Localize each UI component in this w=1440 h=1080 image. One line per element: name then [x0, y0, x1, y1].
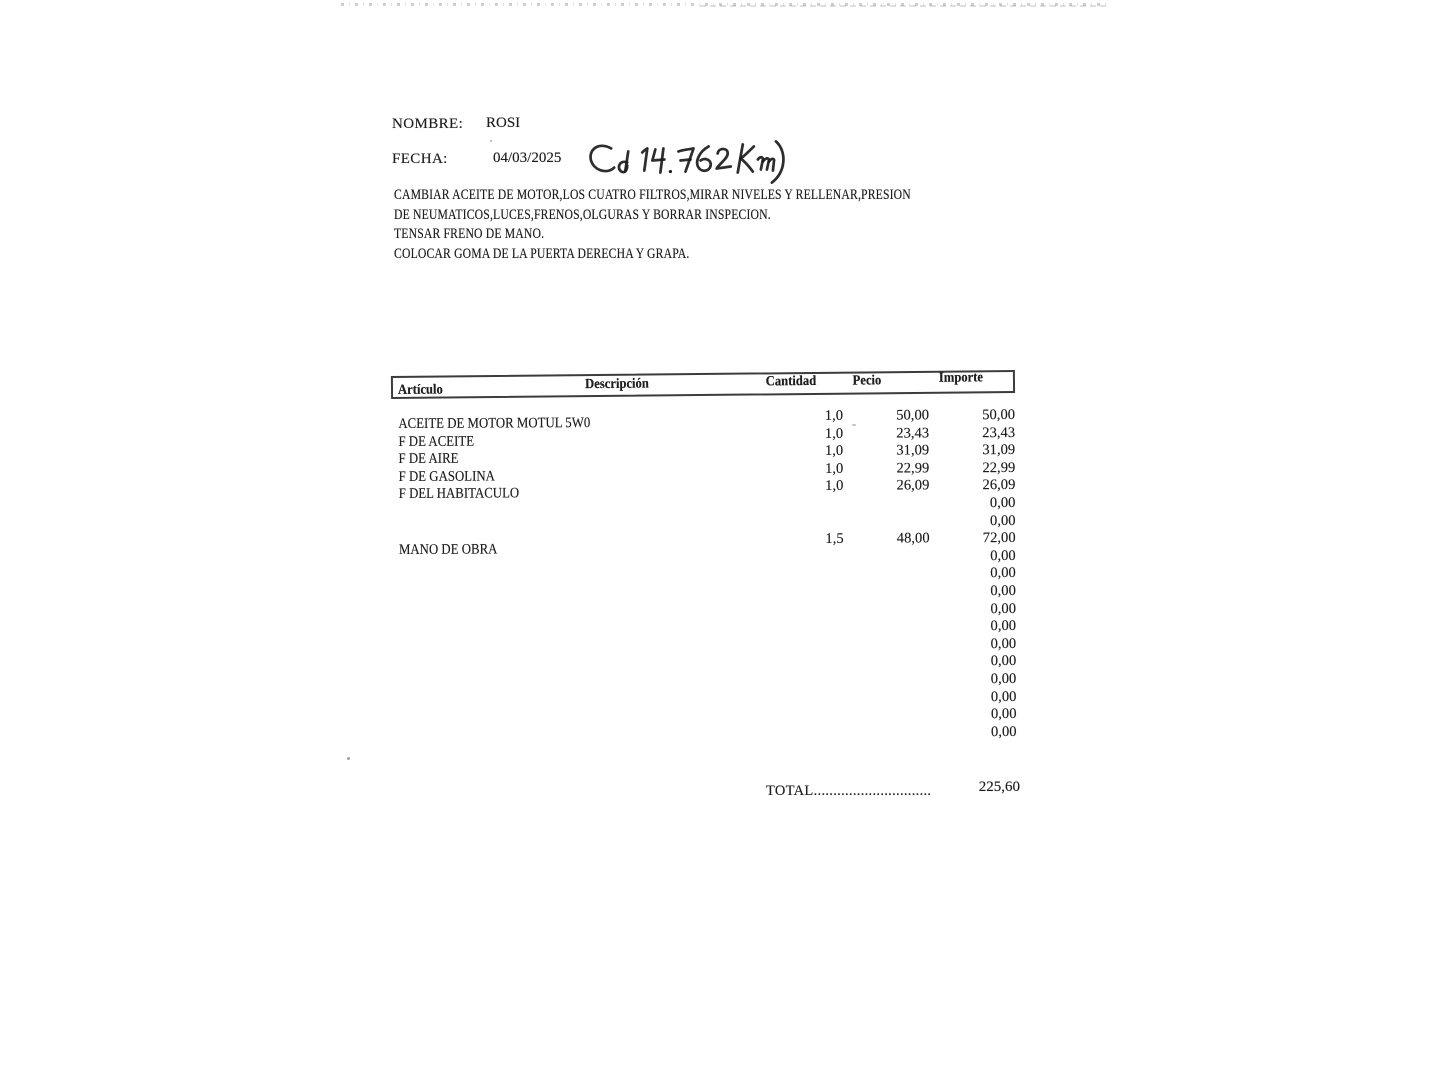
cell-pecio: [844, 548, 930, 566]
cell-articulo: MANO DE OBRA: [398, 541, 498, 559]
cell-pecio: 22,99: [896, 460, 930, 477]
cell-cantidad: 1,0: [824, 407, 844, 424]
cell-articulo: [394, 626, 699, 645]
cell-articulo: [394, 643, 699, 662]
cell-importe: 31,09: [982, 442, 1016, 459]
work-notes-line: COLOCAR GOMA DE LA PUERTA DERECHA Y GRAPA.: [394, 245, 690, 262]
cell-cantidad: [740, 637, 844, 655]
cell-cantidad: [740, 601, 844, 619]
handwritten-km-note: [583, 138, 789, 185]
cell-importe: 50,00: [982, 406, 1016, 424]
work-notes-line: CAMBIAR ACEITE DE MOTOR,LOS CUATRO FILTROS,MIRAR NIVELES Y RELLENAR,PRESION: [394, 187, 911, 203]
cell-pecio: 23,43: [896, 424, 930, 442]
nombre-value: ROSI: [486, 115, 521, 131]
cell-cantidad: [740, 566, 844, 584]
cell-pecio: [844, 706, 930, 724]
cell-articulo: F DE ACEITE: [398, 433, 475, 450]
column-header-descripcion: Descripción: [585, 376, 649, 393]
cell-cantidad: [740, 654, 844, 672]
cell-pecio: 31,09: [896, 442, 930, 459]
cell-cantidad: [740, 513, 844, 531]
cell-cantidad: 1,0: [824, 425, 844, 442]
cell-articulo: [393, 502, 698, 521]
scan-noise-line-2: [700, 5, 1110, 7]
column-header-importe: Importe: [938, 370, 984, 386]
cell-importe: 0,00: [990, 635, 1017, 652]
cell-articulo: [394, 555, 699, 574]
cell-articulo: [394, 520, 699, 539]
cell-importe: 23,43: [982, 424, 1016, 441]
cell-cantidad: 1,5: [825, 530, 844, 548]
cell-pecio: [844, 689, 930, 707]
cell-pecio: [844, 636, 930, 654]
cell-cantidad: [740, 672, 844, 690]
cell-cantidad: [740, 707, 844, 725]
cell-importe: 0,00: [989, 494, 1016, 512]
column-header-cantidad: Cantidad: [765, 373, 817, 390]
scan-speck: [347, 757, 350, 760]
cell-cantidad: [739, 496, 843, 514]
cell-cantidad: 1,0: [824, 442, 844, 460]
cell-articulo: F DE AIRE: [398, 450, 459, 468]
total-value: 225,60: [978, 779, 1020, 795]
cell-articulo: [394, 573, 699, 592]
total-label: TOTAL..............................: [766, 783, 932, 799]
cell-importe: 0,00: [990, 547, 1016, 564]
nombre-label: NOMBRE:: [392, 116, 464, 132]
cell-cantidad: 1,0: [825, 478, 844, 495]
cell-pecio: [844, 513, 930, 531]
cell-pecio: [844, 671, 930, 689]
cell-importe: 72,00: [982, 530, 1016, 547]
cell-pecio: 26,09: [896, 477, 930, 494]
cell-pecio: [844, 654, 930, 672]
cell-importe: 0,00: [990, 670, 1017, 687]
work-notes-line: TENSAR FRENO DE MANO.: [394, 226, 545, 242]
cell-importe: 0,00: [990, 723, 1017, 740]
cell-cantidad: [740, 549, 844, 567]
cell-articulo: [395, 731, 700, 750]
column-header-pecio: Pecio: [852, 373, 882, 389]
cell-pecio: [845, 724, 931, 742]
cell-importe: 0,00: [990, 706, 1017, 723]
cell-pecio: [844, 619, 930, 637]
cell-articulo: F DE GASOLINA: [398, 468, 495, 485]
cell-pecio: [844, 583, 930, 601]
cell-importe: 0,00: [990, 688, 1017, 705]
cell-importe: 0,00: [990, 618, 1017, 635]
cell-importe: 0,00: [990, 565, 1016, 582]
cell-cantidad: [741, 724, 845, 742]
cell-pecio: [843, 495, 929, 513]
cell-importe: 26,09: [982, 477, 1016, 494]
cell-pecio: 48,00: [896, 530, 930, 547]
cell-pecio: [844, 601, 930, 619]
cell-cantidad: [740, 584, 844, 602]
cell-importe: 22,99: [982, 459, 1016, 476]
scan-speck: [490, 140, 492, 142]
cell-articulo: [394, 696, 699, 715]
cell-articulo: [394, 661, 699, 680]
handwriting-strokes: [583, 138, 789, 185]
cell-articulo: [394, 714, 699, 733]
cell-articulo: ACEITE DE MOTOR MOTUL 5W0: [398, 415, 591, 432]
fecha-label: FECHA:: [392, 151, 448, 167]
cell-pecio: 50,00: [896, 407, 930, 424]
fecha-value: 04/03/2025: [493, 150, 562, 166]
table-body: [393, 407, 1017, 744]
cell-articulo: [394, 608, 699, 627]
cell-importe: 0,00: [990, 600, 1017, 617]
cell-cantidad: [740, 689, 844, 707]
cell-articulo: F DEL HABITACULO: [398, 485, 520, 503]
column-header-articulo: Artículo: [397, 382, 443, 398]
cell-importe: 0,00: [990, 653, 1017, 670]
cell-articulo: [394, 590, 699, 609]
work-notes: [394, 186, 911, 264]
cell-importe: 0,00: [990, 582, 1016, 600]
cell-cantidad: [740, 619, 844, 637]
cell-importe: 0,00: [989, 512, 1016, 529]
work-notes-line: DE NEUMATICOS,LUCES,FRENOS,OLGURAS Y BORRAR INSPECION.: [394, 206, 771, 223]
cell-pecio: [844, 566, 930, 584]
cell-articulo: [394, 678, 699, 697]
table-header: [391, 370, 1015, 399]
cell-cantidad: 1,0: [825, 460, 844, 477]
